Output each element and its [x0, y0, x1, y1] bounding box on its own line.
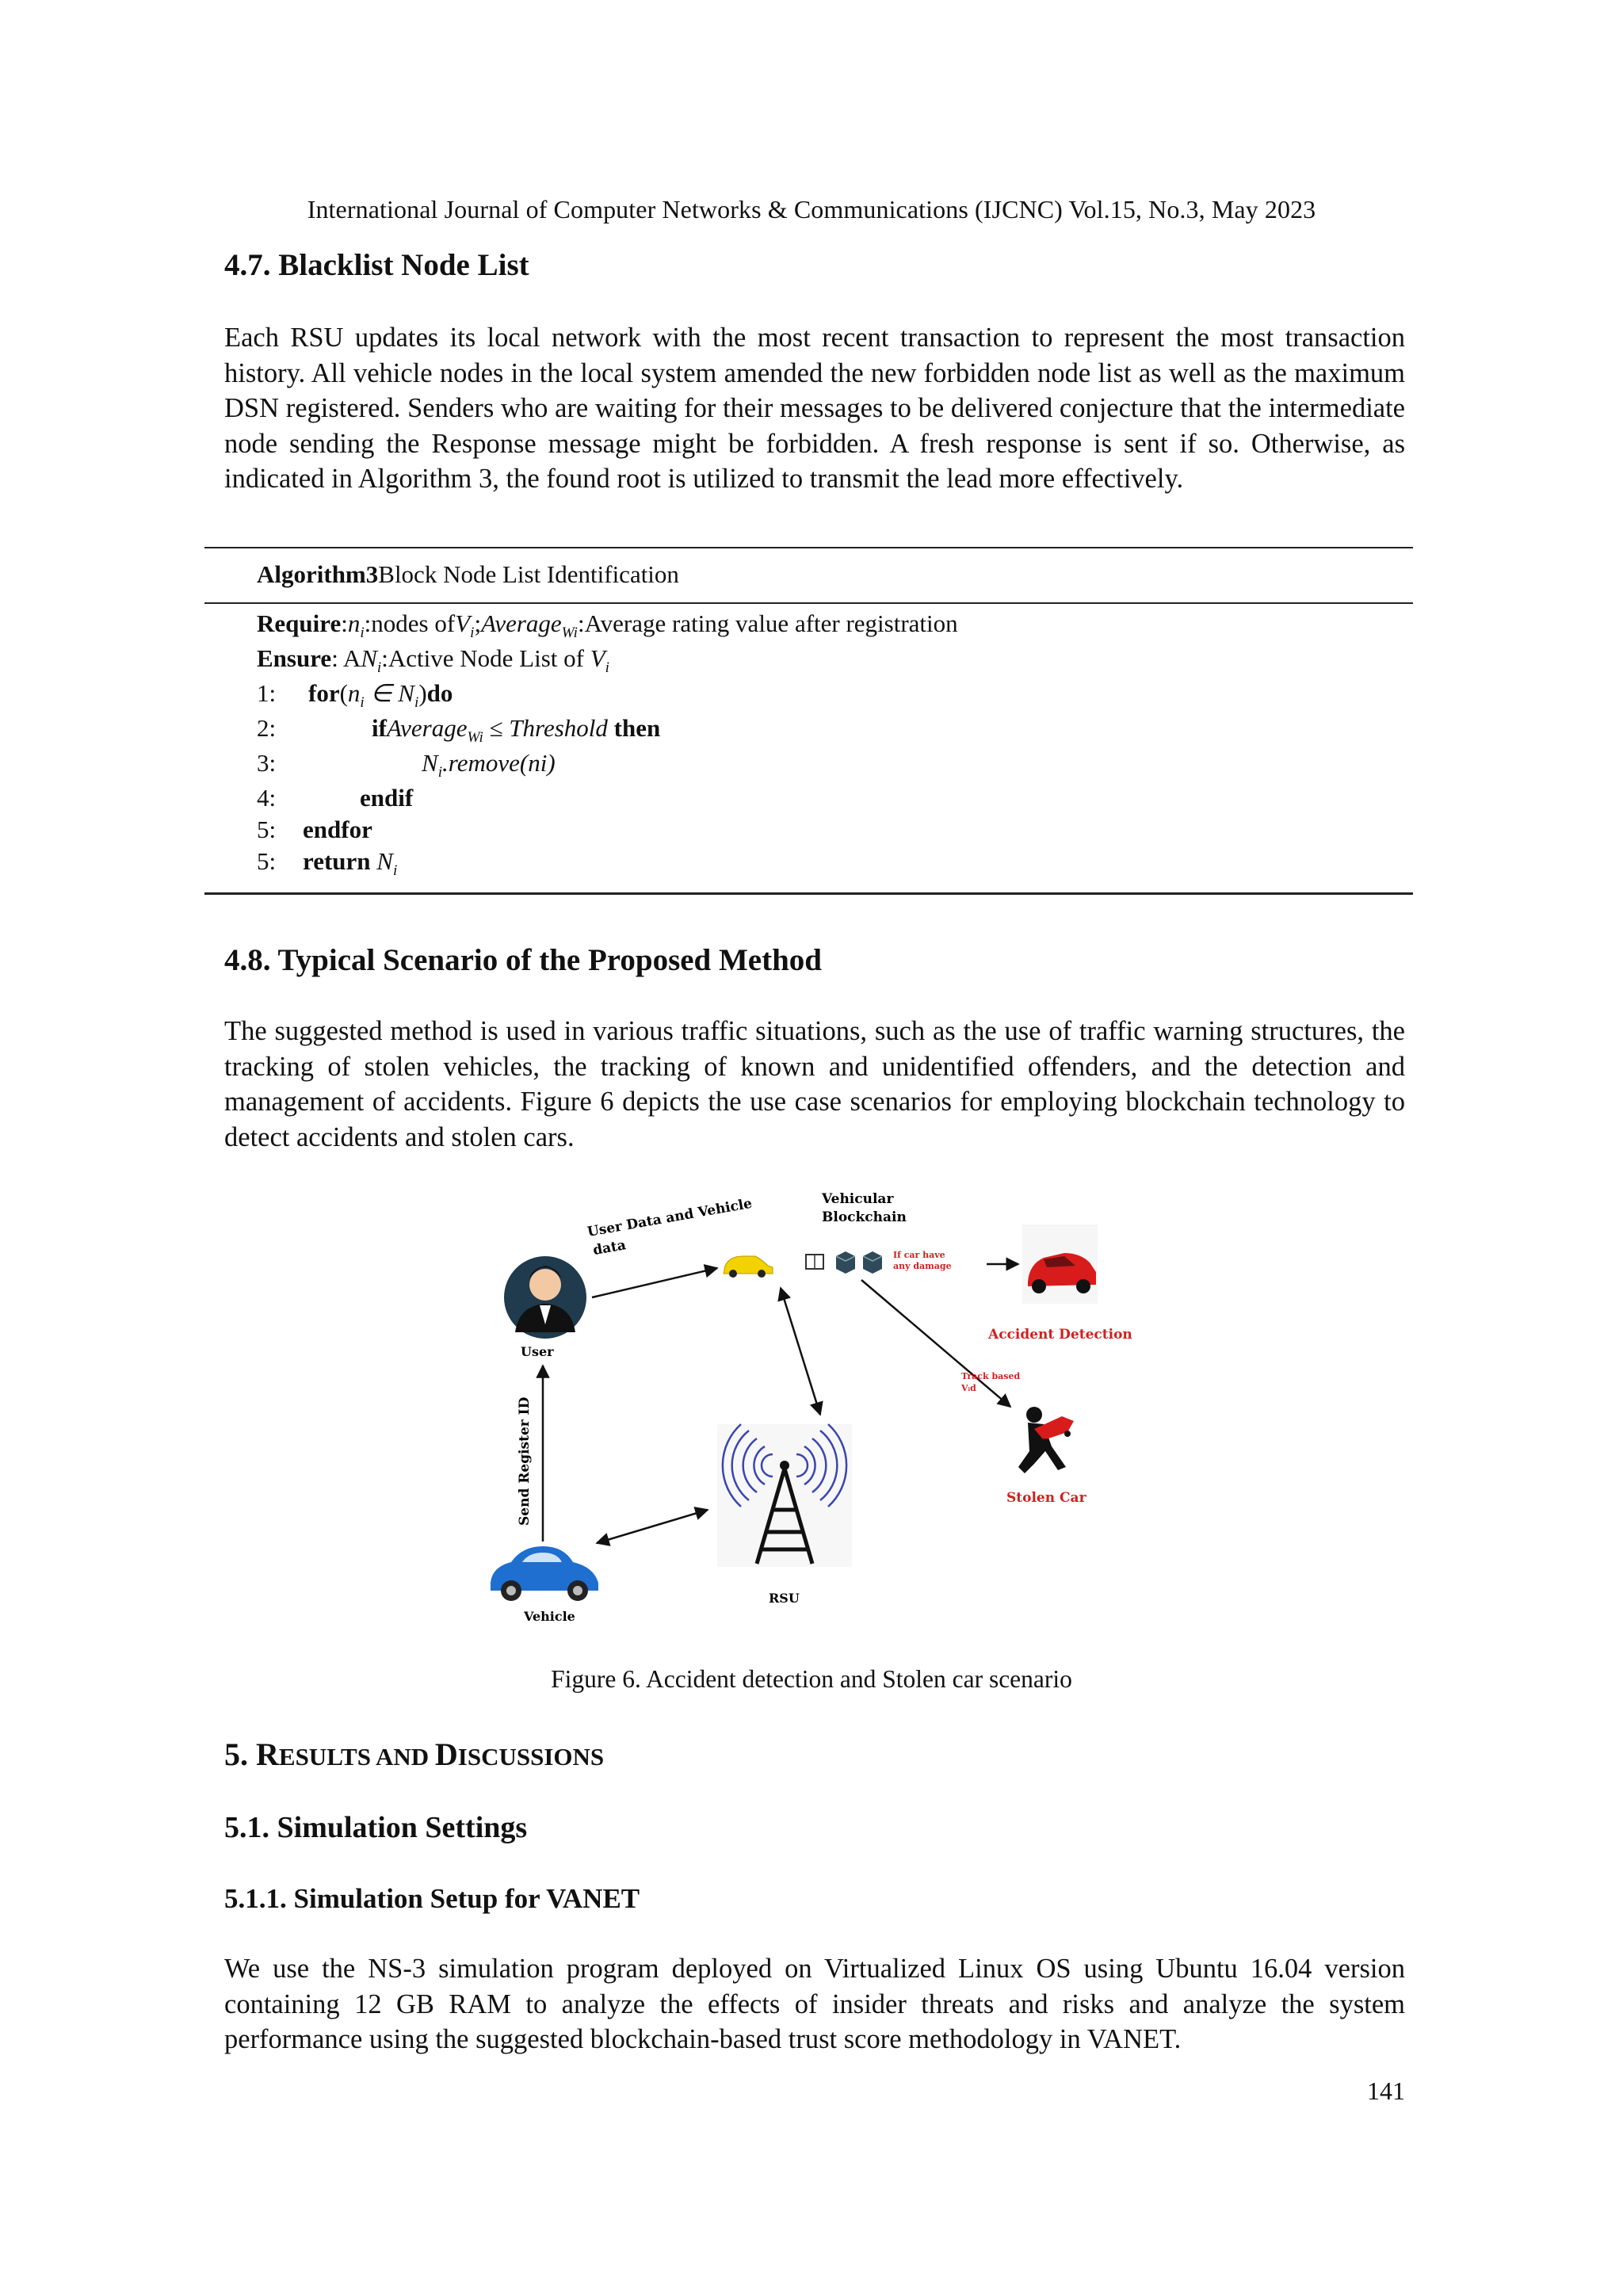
- section-4-7-paragraph: [224, 320, 1405, 497]
- section-4-8-paragraph: [224, 1014, 1405, 1155]
- heading-part: D: [434, 1736, 458, 1772]
- figure-6-diagram: [479, 1177, 1153, 1641]
- algorithm-require-line: $Require:n_i:nodes$ ofV$_i$;Average$_{Wi}$:Average rating value after registration: [257, 609, 958, 642]
- figure-6-caption: Figure 6. Accident detection and Stolen car scenario: [551, 1665, 1072, 1693]
- section-5-1-1-paragraph: [224, 1951, 1405, 2057]
- paragraph-text: Each RSU updates its local network with the most recent transaction to represent the most transaction history. All vehicle nodes in the local system amended the new forbidden node list as well as the maximum DSN registered. Senders who are waiting for their messages to be delivered conjecture that the intermediate node sending the Response message might be forbidden. A fresh response is sent if so. Otherwise, as indicated in Algorithm 3, the found root is utilized to transmit the lead more effectively.: [224, 323, 1405, 494]
- math-n: $n_i$: [347, 609, 365, 642]
- accident-detection-label: Accident Detection: [988, 1327, 1132, 1343]
- journal-header: International Journal of Computer Networks & Communications (IJCNC) Vol.15, No.3, May 2023: [307, 195, 1316, 223]
- math-average: Average$_{Wi}$: [481, 609, 578, 642]
- paragraph-text: We use the NS-3 simulation program deployed on Virtualized Linux OS using Ubuntu 16.04 version containing 12 GB RAM to analyze the effects of insider threats and risks and analyze the system performance using the suggested blockchain-based trust score methodology in VANET.: [224, 1954, 1405, 2054]
- user-avatar-icon: [504, 1256, 586, 1339]
- ensure-label: Ensure: [257, 644, 332, 672]
- arrow-user-to-car: [592, 1268, 717, 1297]
- if-car-have-label: If car have: [893, 1250, 945, 1260]
- math-v: $V_i$: [455, 609, 475, 642]
- section-heading-4-8: 4.8. Typical Scenario of the Proposed Method: [224, 943, 822, 977]
- data-label: data: [591, 1237, 628, 1259]
- rsu-label: RSU: [769, 1591, 800, 1606]
- algorithm-title-text: Block Node List Identification: [378, 560, 679, 588]
- keyword-return: return: [303, 847, 377, 875]
- paragraph-text: The suggested method is used in various traffic situations, such as the use of traffic warning structures, the tracking of stolen vehicles, the tracking of known and unidentified offenders, and the detection and management of accidents. Figure 6 depicts the use case scenarios for employing blockchain technology to detect accidents and stolen cars.: [224, 1016, 1405, 1152]
- line-number: 1:: [257, 679, 277, 707]
- keyword-then: then: [613, 714, 661, 742]
- keyword-do: do: [426, 679, 453, 707]
- heading-part: ISCUSSIONS: [457, 1743, 605, 1771]
- blockchain-label: Blockchain: [822, 1209, 907, 1225]
- require-label: Require: [257, 609, 342, 637]
- math-vi: $V_i$: [590, 644, 609, 677]
- small-car-icon: [724, 1256, 773, 1278]
- keyword-endfor: endfor: [303, 816, 372, 843]
- algorithm-top-rule: [204, 547, 1413, 548]
- vehicle-icon: [491, 1546, 598, 1601]
- algorithm-title: [257, 559, 679, 590]
- vid-label: Vᵢd: [961, 1383, 976, 1393]
- heading-part: ESULTS AND: [278, 1743, 435, 1771]
- algorithm-header-rule: [204, 602, 1413, 604]
- require-text: :nodes of: [364, 609, 456, 637]
- ensure-text-2: :Active Node List of: [381, 644, 590, 672]
- stolen-car-label: Stolen Car: [1006, 1490, 1086, 1506]
- page-number: 141: [1367, 2076, 1405, 2105]
- line-number: 2:: [257, 714, 277, 742]
- user-data-label: User Data and Vehicle: [586, 1195, 754, 1240]
- algorithm-body: $Require:n_i:nodes$ ofV$_i$;Average$_{Wi}$:Average rating value after registration Ensure: $AN_i:Active$ Node List of $V_i$ 1: $for(n_i$ ∈ $N_i)do$ 2: ifAverage$_{Wi}$ ≤ Threshold then 3: $N_i.remove(ni)$ 4: endif 5: endfor 5: return $N_i$: [257, 609, 958, 880]
- vehicular-label: Vehicular: [822, 1191, 894, 1207]
- rsu-tower-icon: [717, 1424, 852, 1567]
- line-number: 5:: [257, 816, 277, 843]
- algorithm-bottom-rule: [204, 892, 1413, 895]
- keyword-if: if: [372, 714, 387, 742]
- section-heading-5-1-1: 5.1.1. Simulation Setup for VANET: [224, 1883, 640, 1914]
- keyword-for: for: [308, 679, 340, 707]
- heading-part: 5. R: [224, 1736, 279, 1772]
- damaged-car-icon: [1022, 1224, 1098, 1304]
- track-based-label: Track based: [961, 1371, 1021, 1381]
- keyword-endif: endif: [360, 784, 414, 812]
- line-number: 4:: [257, 784, 277, 812]
- require-text-2: :Average rating value after registration: [577, 609, 958, 637]
- any-damage-label: any damage: [893, 1261, 952, 1271]
- algorithm-title-label: Algorithm3: [257, 560, 379, 588]
- section-heading-5-1: 5.1. Simulation Settings: [224, 1811, 528, 1844]
- section-heading-4-7: 4.7. Blacklist Node List: [224, 248, 529, 282]
- section-heading-5: [224, 1736, 604, 1773]
- send-register-id-label: Send Register ID: [517, 1396, 533, 1526]
- arrow-vehicle-rsu: [597, 1510, 708, 1543]
- ensure-text: : A: [331, 644, 361, 672]
- vehicle-label: Vehicle: [524, 1609, 575, 1624]
- math-ni: $N_i$: [361, 644, 382, 677]
- line-number: 3:: [257, 749, 277, 777]
- user-label: User: [521, 1344, 554, 1359]
- line-number: 5:: [257, 847, 277, 875]
